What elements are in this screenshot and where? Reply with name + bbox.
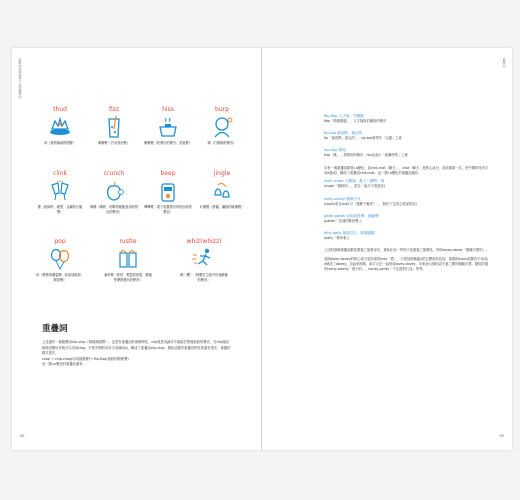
- sound-word: fizz: [108, 106, 120, 113]
- paragraph: 上述的兩種重疊詞都是重複之後發母音，重新在前一些例子是重複之後變化。例如lovey-dovey「親暱可愛的」。: [324, 248, 490, 253]
- sound-desc: 喀嚓（嚼碎、折斷等硬脆食品時發出的聲音）: [90, 205, 138, 214]
- sound-desc: 嗶嗶聲（電子裝置發出的短而高的聲音）: [144, 205, 192, 214]
- entry-term: dilly-dally 拖拖拉拉；磨磨蹭蹭: [324, 231, 375, 236]
- sound-word: whiz(whizz): [186, 238, 222, 245]
- sound-entry: [180, 238, 228, 282]
- sound-entry: [90, 106, 138, 146]
- sound-entry: [198, 106, 246, 146]
- sound-desc: 嘶嘶聲（汽水冒泡聲）: [98, 141, 130, 145]
- right-page: [262, 48, 512, 450]
- left-page: [12, 48, 262, 450]
- apple-bite-icon: [101, 179, 127, 203]
- balloons-icon: [47, 247, 73, 271]
- entry-example: (shally來自shall I?「我應不應該？」，無法下定決心時說的話): [324, 201, 417, 206]
- crown-splat-icon: [47, 115, 73, 139]
- entry-example: flop「啪噠啪噠」，人字拖拖於腳底的聲音: [324, 119, 387, 123]
- sound-desc: 嘶嘶聲（蛇發出的聲音；蒸氣聲）: [144, 141, 192, 145]
- sound-entry: [198, 170, 246, 210]
- clinking-glasses-icon: [47, 179, 73, 203]
- sound-word: hiss: [162, 106, 174, 113]
- entry-term: pitter-patter (雨)滴答聲；雨腳聲: [324, 213, 379, 218]
- burping-person-icon: [209, 115, 235, 139]
- running-head-right: 重疊詞: [502, 58, 506, 68]
- sound-entry: [104, 238, 152, 282]
- sound-entry: [144, 106, 192, 146]
- sound-desc: 砰（重物落地的悶聲）: [44, 141, 76, 145]
- paragraph: 上述還有一個擬聲詞clip-clop（喀噠喀噠聲），也是有重疊詞的那種特性，clip就是馬蹄或木屐踏在堅硬地面的聲音，在clip後面稍微改變母音就可以得到clop，只把中間的母音字母i換成o，構成了重疊詞clip-clop。類似這樣有重疊詞特性的還有很多，重疊的模式很多，: [42, 340, 231, 356]
- sound-word: clink: [53, 170, 67, 177]
- sound-entry: [36, 238, 84, 282]
- soda-glass-icon: [101, 115, 127, 139]
- sound-desc: 嗝（打飽嗝的聲音）: [207, 141, 237, 145]
- sound-entry: [36, 106, 84, 146]
- paragraph: 另有一個重疊詞類是i-a變化，如chit-chat「聊天」，chat「聊天」是核心成分，前面重複一次，把中間的母音字母a換成i，構成了重疊詞chit-chat。這一類i-a變化的重疊詞還有：: [324, 165, 489, 176]
- sound-word: jingle: [213, 170, 231, 177]
- sound-entry: [144, 170, 192, 214]
- entry-list: [324, 114, 490, 276]
- sound-word: rustle: [119, 238, 137, 245]
- paper-bag-icon: [115, 247, 141, 271]
- entry-term: mish-mash 大雜燴；亂七八糟的一堆: [324, 179, 385, 184]
- sound-entry: [36, 170, 84, 214]
- page-number: 89: [499, 434, 504, 438]
- section-title: 重疊詞: [42, 324, 68, 334]
- page-number: 88: [20, 434, 25, 438]
- sound-word: thud: [53, 106, 67, 113]
- paragraph: 這個lovey-dovey的核心成分是前面的love「愛」，字尾加個後綴y把它變成形容詞，重複的lovey改變首字母l為d就成了dovey，念起來押韻，兩字合在一起形成lovey-dovey，用來表示情侶或夫妻之間的親暱可愛。類似的還有teeny-weeny「很小的」、hanky-panky「不正經的行為」等等。: [324, 256, 489, 272]
- sound-desc: 叮噹聲（鈴鐺、鑰匙的碰撞聲）: [199, 205, 245, 209]
- sound-word: burp: [215, 106, 229, 113]
- entry-term: tip-top 最高點；極佳的: [324, 131, 363, 136]
- entry-example: (patter「急速的輕拍聲」): [324, 218, 362, 223]
- entry-term: flip-flop 人字拖；突變換: [324, 114, 364, 118]
- entry-term: hip-hop 嘻哈: [324, 148, 346, 153]
- entry-example: (mash「搗碎的」，混在一起分不清狀況): [324, 184, 386, 189]
- body-text: [42, 340, 232, 368]
- sound-desc: 砰（輕微的爆裂聲；如氣球破掉、開香檳）: [36, 273, 84, 282]
- entry-example: tip「最高點；頂尖的」，tip-top就等於「尖端」之意: [324, 136, 402, 141]
- sound-desc: 窸窣聲（乾枯、輕盈的紙張、樹葉等摩擦發出的聲音）: [104, 273, 152, 282]
- entry-example: hop「跳」，指嘻哈的舞步；hip也表示「新潮時髦」之意: [324, 153, 408, 158]
- sound-entry: [90, 170, 138, 214]
- sound-desc: 鏗（玻璃杯、硬幣、金屬的互碰聲）: [37, 205, 83, 214]
- bells-icon: [209, 179, 235, 203]
- sound-word: pop: [54, 238, 66, 245]
- running-person-icon: [191, 247, 217, 271]
- paragraph: chop → chip-chop(切切割割聲)→ flip-flop(拖鞋的啪嗒聲): [42, 356, 129, 361]
- timer-device-icon: [155, 179, 181, 203]
- paragraph: 這一類i-o變化的重疊詞還有：: [42, 362, 86, 367]
- sound-word: crunch: [103, 170, 125, 177]
- entry-example: (dally「無所事」): [324, 236, 350, 241]
- running-head-left: 從動物叫聲到電子音的擬聲詞: [18, 58, 22, 99]
- sound-word: beep: [160, 170, 176, 177]
- entry-term: shilly-shally 猶豫不決: [324, 196, 361, 201]
- pot-steam-icon: [155, 115, 181, 139]
- sound-desc: 咻！颼！（物體在空氣中快速移動的聲音）: [180, 273, 228, 282]
